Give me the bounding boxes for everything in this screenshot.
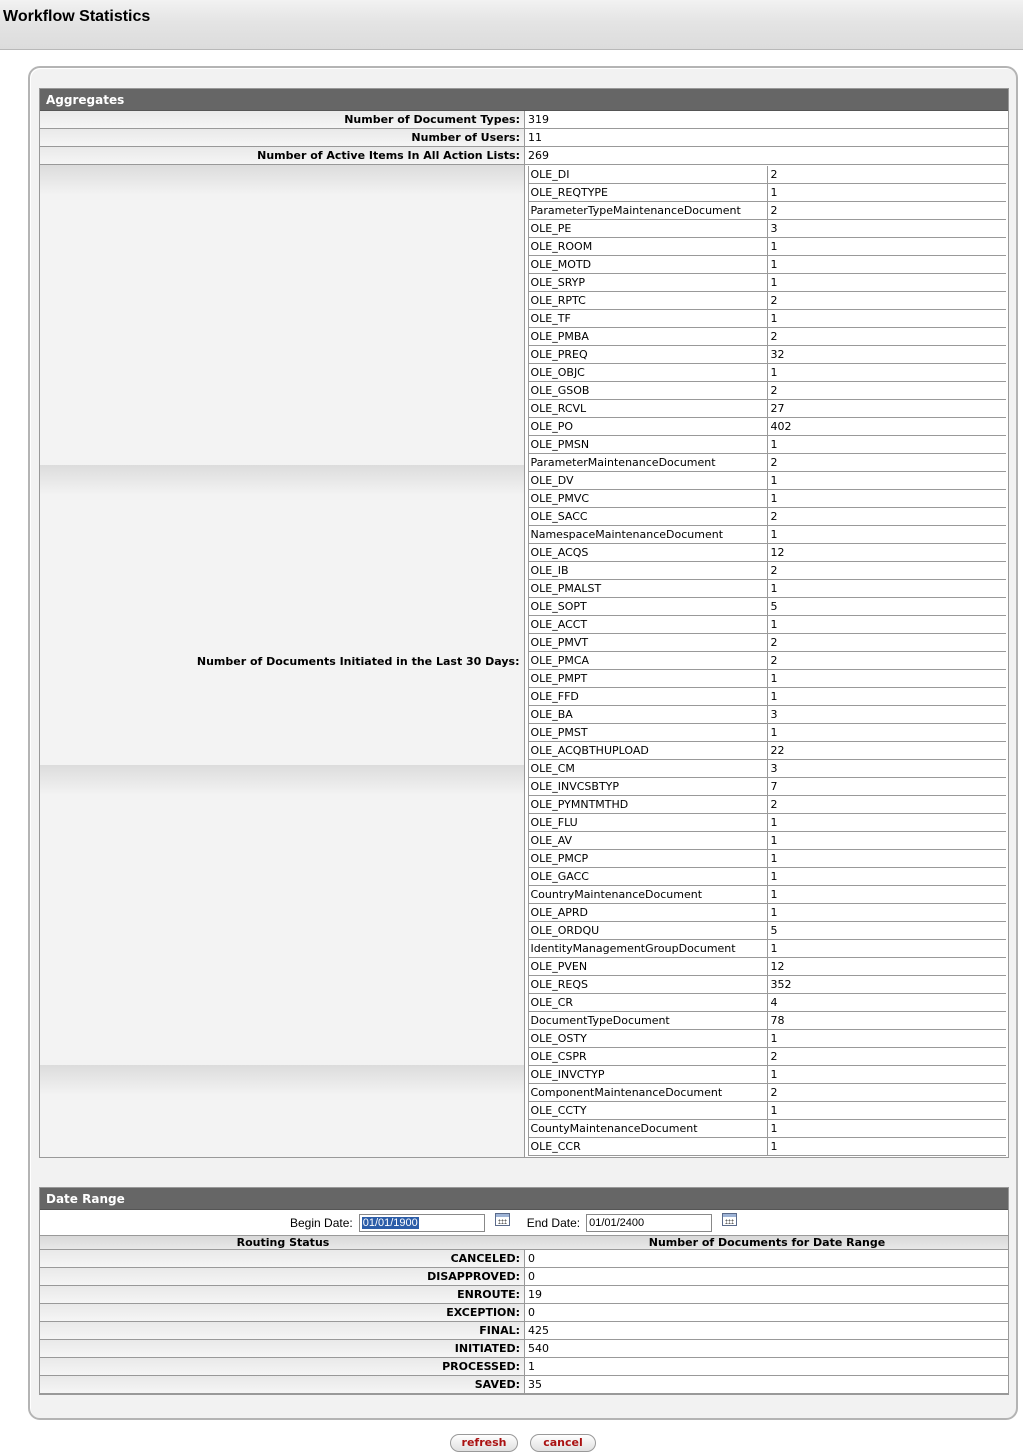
table-row — [528, 274, 1007, 292]
routing-status-label: CANCELED: — [40, 1250, 525, 1267]
aggregates-rows — [40, 111, 1008, 165]
table-row — [528, 670, 1007, 688]
documents-initiated-label: Number of Documents Initiated in the Last 30 Days: — [40, 165, 525, 1157]
document-type-name: OLE_IB — [528, 562, 768, 579]
document-type-count: 1 — [770, 474, 778, 487]
document-type-count: 2 — [770, 1086, 778, 1099]
document-type-name: OLE_PMCA — [528, 652, 768, 669]
table-row — [528, 706, 1007, 724]
aggregate-row — [40, 129, 1008, 147]
document-type-name: OLE_DV — [528, 472, 768, 489]
document-type-name: OLE_CCR — [528, 1138, 768, 1155]
table-row — [528, 544, 1007, 562]
document-type-count: 1 — [770, 618, 778, 631]
routing-status-count: 540 — [525, 1340, 1008, 1357]
page-title: Workflow Statistics — [3, 8, 151, 25]
document-type-name: OLE_FFD — [528, 688, 768, 705]
document-type-count: 352 — [770, 978, 792, 991]
refresh-button[interactable]: refresh — [450, 1434, 518, 1452]
table-row — [528, 562, 1007, 580]
table-row — [528, 724, 1007, 742]
table-row — [528, 850, 1007, 868]
document-type-count: 1 — [770, 312, 778, 325]
aggregate-value: 11 — [525, 129, 1008, 146]
document-type-name: OLE_CM — [528, 760, 768, 777]
table-row — [528, 634, 1007, 652]
date-range-section — [39, 1187, 1009, 1395]
document-type-name: OLE_ROOM — [528, 238, 768, 255]
begin-date-value: 01/01/1900 — [362, 1216, 418, 1229]
document-type-count: 2 — [770, 204, 778, 217]
table-row — [528, 418, 1007, 436]
document-type-name: OLE_SACC — [528, 508, 768, 525]
document-type-name: OLE_PMBA — [528, 328, 768, 345]
document-type-name: OLE_PMVC — [528, 490, 768, 507]
aggregate-label: Number of Document Types: — [40, 111, 525, 128]
document-type-name: OLE_PE — [528, 220, 768, 237]
table-row — [528, 364, 1007, 382]
document-type-count: 2 — [770, 510, 778, 523]
end-date-input[interactable]: 01/01/2400 — [586, 1214, 712, 1232]
table-row — [528, 1138, 1007, 1156]
aggregate-label: Number of Users: — [40, 129, 525, 146]
table-row — [528, 472, 1007, 490]
routing-status-count: 0 — [525, 1250, 1008, 1267]
routing-status-label: INITIATED: — [40, 1340, 525, 1357]
document-type-name: NamespaceMaintenanceDocument — [528, 526, 768, 543]
document-type-name: OLE_GSOB — [528, 382, 768, 399]
document-type-count: 1 — [770, 672, 778, 685]
date-range-heading: Date Range — [40, 1188, 1008, 1210]
table-row — [528, 832, 1007, 850]
document-type-count: 2 — [770, 456, 778, 469]
aggregate-row — [40, 147, 1008, 165]
document-type-count: 1 — [770, 276, 778, 289]
document-type-name: OLE_ACCT — [528, 616, 768, 633]
document-type-count: 2 — [770, 798, 778, 811]
calendar-icon[interactable] — [495, 1213, 510, 1226]
table-row — [528, 1012, 1007, 1030]
table-row — [528, 1066, 1007, 1084]
routing-status-label: ENROUTE: — [40, 1286, 525, 1303]
document-type-name: OLE_RCVL — [528, 400, 768, 417]
document-type-name: OLE_PREQ — [528, 346, 768, 363]
table-row — [528, 760, 1007, 778]
routing-status-label: SAVED: — [40, 1376, 525, 1393]
document-type-name: OLE_INVCTYP — [528, 1066, 768, 1083]
document-type-name: OLE_DI — [528, 166, 768, 183]
document-type-count: 1 — [770, 870, 778, 883]
document-count-col: Number of Documents for Date Range — [648, 1236, 886, 1249]
table-row — [528, 598, 1007, 616]
table-row — [528, 1030, 1007, 1048]
document-type-name: OLE_PMSN — [528, 436, 768, 453]
document-type-name: ParameterTypeMaintenanceDocument — [528, 202, 768, 219]
table-row — [528, 382, 1007, 400]
table-row — [528, 940, 1007, 958]
document-type-name: OLE_RPTC — [528, 292, 768, 309]
aggregate-value: 269 — [525, 147, 1008, 164]
table-row — [528, 238, 1007, 256]
documents-initiated-area — [40, 165, 1008, 1157]
routing-status-label: PROCESSED: — [40, 1358, 525, 1375]
document-type-name: OLE_REQS — [528, 976, 768, 993]
document-type-count: 1 — [770, 438, 778, 451]
document-type-count: 1 — [770, 1032, 778, 1045]
routing-status-count: 35 — [525, 1376, 1008, 1393]
table-row — [528, 184, 1007, 202]
document-type-count: 1 — [770, 906, 778, 919]
document-type-name: IdentityManagementGroupDocument — [528, 940, 768, 957]
document-type-count: 2 — [770, 330, 778, 343]
document-type-count: 1 — [770, 816, 778, 829]
document-type-count: 1 — [770, 582, 778, 595]
routing-status-label: EXCEPTION: — [40, 1304, 525, 1321]
table-row — [528, 1120, 1007, 1138]
document-type-count: 2 — [770, 636, 778, 649]
routing-status-rows — [40, 1250, 1008, 1394]
document-type-name: OLE_PMST — [528, 724, 768, 741]
routing-status-label: FINAL: — [40, 1322, 525, 1339]
date-inputs-row — [40, 1210, 1008, 1236]
table-row — [528, 814, 1007, 832]
document-type-count: 4 — [770, 996, 778, 1009]
document-type-count: 1 — [770, 834, 778, 847]
document-type-name: OLE_BA — [528, 706, 768, 723]
document-type-name: OLE_PMVT — [528, 634, 768, 651]
document-type-count: 12 — [770, 960, 785, 973]
cancel-button[interactable]: cancel — [530, 1434, 596, 1452]
document-type-count: 3 — [770, 708, 778, 721]
document-type-count: 1 — [770, 528, 778, 541]
table-row — [528, 922, 1007, 940]
routing-status-count: 0 — [525, 1268, 1008, 1285]
document-type-count: 1 — [770, 942, 778, 955]
routing-status-row — [40, 1268, 1008, 1286]
title-bar — [0, 0, 1023, 50]
routing-status-header — [40, 1236, 1008, 1250]
document-type-name: OLE_APRD — [528, 904, 768, 921]
document-type-count: 2 — [770, 384, 778, 397]
document-type-count: 5 — [770, 924, 778, 937]
table-row — [528, 490, 1007, 508]
table-row — [528, 1084, 1007, 1102]
table-row — [528, 436, 1007, 454]
table-row — [528, 1102, 1007, 1120]
routing-status-row — [40, 1358, 1008, 1376]
document-type-name: OLE_OSTY — [528, 1030, 768, 1047]
table-row — [528, 508, 1007, 526]
table-row — [528, 778, 1007, 796]
document-type-count: 402 — [770, 420, 792, 433]
end-date-label: End Date: — [526, 1215, 581, 1230]
routing-status-count: 425 — [525, 1322, 1008, 1339]
document-type-count: 7 — [770, 780, 778, 793]
table-row — [528, 994, 1007, 1012]
table-row — [528, 256, 1007, 274]
document-type-name: ComponentMaintenanceDocument — [528, 1084, 768, 1101]
document-type-name: OLE_PYMNTMTHD — [528, 796, 768, 813]
document-type-count: 1 — [770, 240, 778, 253]
document-type-count: 78 — [770, 1014, 785, 1027]
document-type-count: 2 — [770, 654, 778, 667]
document-type-name: OLE_SRYP — [528, 274, 768, 291]
document-type-count: 3 — [770, 762, 778, 775]
table-row — [528, 292, 1007, 310]
routing-status-label: DISAPPROVED: — [40, 1268, 525, 1285]
document-type-count: 1 — [770, 690, 778, 703]
table-row — [528, 310, 1007, 328]
routing-status-row — [40, 1322, 1008, 1340]
document-type-name: OLE_FLU — [528, 814, 768, 831]
routing-status-count: 19 — [525, 1286, 1008, 1303]
table-row — [528, 346, 1007, 364]
table-row — [528, 202, 1007, 220]
table-row — [528, 580, 1007, 598]
document-type-name: CountyMaintenanceDocument — [528, 1120, 768, 1137]
routing-status-row — [40, 1286, 1008, 1304]
table-row — [528, 1048, 1007, 1066]
document-type-count: 27 — [770, 402, 785, 415]
document-type-count: 1 — [770, 492, 778, 505]
document-type-count: 1 — [770, 888, 778, 901]
routing-status-col: Routing Status — [236, 1236, 330, 1249]
document-type-count: 1 — [770, 186, 778, 199]
table-row — [528, 976, 1007, 994]
document-type-count: 2 — [770, 294, 778, 307]
documents-initiated-table — [525, 165, 1009, 1157]
document-type-name: OLE_TF — [528, 310, 768, 327]
begin-date-label: Begin Date: — [290, 1215, 353, 1230]
table-row — [528, 886, 1007, 904]
document-type-count: 2 — [770, 168, 778, 181]
document-type-name: OLE_OBJC — [528, 364, 768, 381]
document-type-count: 2 — [770, 1050, 778, 1063]
document-type-count: 1 — [770, 366, 778, 379]
document-type-name: CountryMaintenanceDocument — [528, 886, 768, 903]
document-type-name: OLE_CSPR — [528, 1048, 768, 1065]
table-row — [528, 868, 1007, 886]
document-type-count: 1 — [770, 258, 778, 271]
document-type-count: 1 — [770, 852, 778, 865]
document-type-name: OLE_ACQS — [528, 544, 768, 561]
document-type-count: 5 — [770, 600, 778, 613]
document-type-name: OLE_INVCSBTYP — [528, 778, 768, 795]
begin-date-input[interactable] — [359, 1214, 485, 1232]
document-type-name: OLE_AV — [528, 832, 768, 849]
document-type-name: OLE_ACQBTHUPLOAD — [528, 742, 768, 759]
table-row — [528, 616, 1007, 634]
table-row — [528, 958, 1007, 976]
document-type-count: 1 — [770, 1104, 778, 1117]
aggregate-value: 319 — [525, 111, 1008, 128]
document-type-count: 1 — [770, 1122, 778, 1135]
routing-status-row — [40, 1376, 1008, 1394]
document-type-name: OLE_REQTYPE — [528, 184, 768, 201]
document-type-name: OLE_PVEN — [528, 958, 768, 975]
document-type-name: OLE_CCTY — [528, 1102, 768, 1119]
document-type-name: OLE_MOTD — [528, 256, 768, 273]
document-type-name: OLE_PMPT — [528, 670, 768, 687]
document-type-count: 32 — [770, 348, 785, 361]
table-row — [528, 454, 1007, 472]
calendar-icon[interactable] — [722, 1213, 737, 1226]
aggregate-row — [40, 111, 1008, 129]
document-type-name: OLE_CR — [528, 994, 768, 1011]
aggregate-label: Number of Active Items In All Action Lists: — [40, 147, 525, 164]
document-type-name: OLE_PMCP — [528, 850, 768, 867]
routing-status-row — [40, 1340, 1008, 1358]
table-row — [528, 652, 1007, 670]
document-type-name: OLE_ORDQU — [528, 922, 768, 939]
document-type-count: 1 — [770, 726, 778, 739]
document-type-name: OLE_SOPT — [528, 598, 768, 615]
table-row — [528, 526, 1007, 544]
document-type-count: 2 — [770, 564, 778, 577]
routing-status-row — [40, 1304, 1008, 1322]
routing-status-count: 1 — [525, 1358, 1008, 1375]
table-row — [528, 688, 1007, 706]
table-row — [528, 400, 1007, 418]
table-row — [528, 328, 1007, 346]
aggregates-heading: Aggregates — [40, 89, 1008, 111]
document-type-count: 1 — [770, 1140, 778, 1153]
document-type-name: OLE_GACC — [528, 868, 768, 885]
table-row — [528, 220, 1007, 238]
document-type-name: ParameterMaintenanceDocument — [528, 454, 768, 471]
routing-status-count: 0 — [525, 1304, 1008, 1321]
document-type-name: OLE_PMALST — [528, 580, 768, 597]
document-type-name: DocumentTypeDocument — [528, 1012, 768, 1029]
table-row — [528, 904, 1007, 922]
document-type-count: 12 — [770, 546, 785, 559]
document-type-count: 3 — [770, 222, 778, 235]
aggregates-section — [39, 88, 1009, 1158]
document-type-name: OLE_PO — [528, 418, 768, 435]
document-type-count: 22 — [770, 744, 785, 757]
table-row — [528, 742, 1007, 760]
table-row — [528, 796, 1007, 814]
document-type-count: 1 — [770, 1068, 778, 1081]
table-row — [528, 166, 1007, 184]
routing-status-row — [40, 1250, 1008, 1268]
